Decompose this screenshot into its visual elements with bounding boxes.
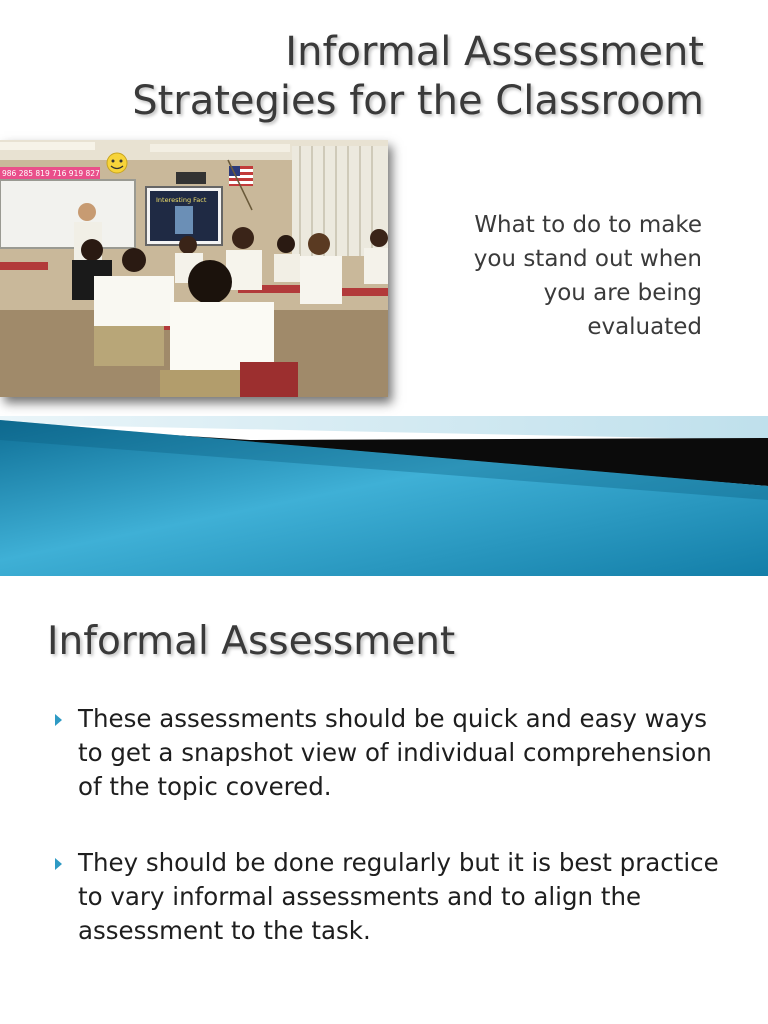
triangle-bullet-icon — [55, 858, 62, 870]
list-item — [0, 846, 768, 948]
slide-title-line-2: Strategies for the Classroom — [132, 78, 704, 124]
slide-subtitle-line-1: What to do to make — [474, 212, 702, 238]
slide-subtitle — [402, 208, 702, 344]
list-item — [0, 702, 768, 804]
slide-title-line-1: Informal Assessment — [285, 29, 704, 75]
bullet-text: These assessments should be quick and easy ways to get a snapshot view of individual comprehension of the topic covered. — [78, 704, 712, 801]
screen-text: Interesting Fact — [156, 196, 207, 204]
slide-subtitle-line-4: evaluated — [587, 314, 702, 340]
triangle-bullet-icon — [55, 714, 62, 726]
slide-subtitle-line-2: you stand out when — [473, 246, 702, 272]
board-numbers: 986 285 819 716 919 827 — [2, 169, 100, 178]
content-slide — [0, 576, 768, 1024]
bullet-list — [0, 702, 768, 990]
slide-subtitle-line-3: you are being — [543, 280, 702, 306]
slide-title: Informal Assessment — [47, 619, 456, 664]
slide-title — [24, 28, 704, 126]
decorative-wave-band — [0, 410, 768, 576]
bullet-text: They should be done regularly but it is best practice to vary informal assessments and to align the assessment to the task. — [78, 848, 719, 945]
classroom-photo — [0, 140, 388, 397]
